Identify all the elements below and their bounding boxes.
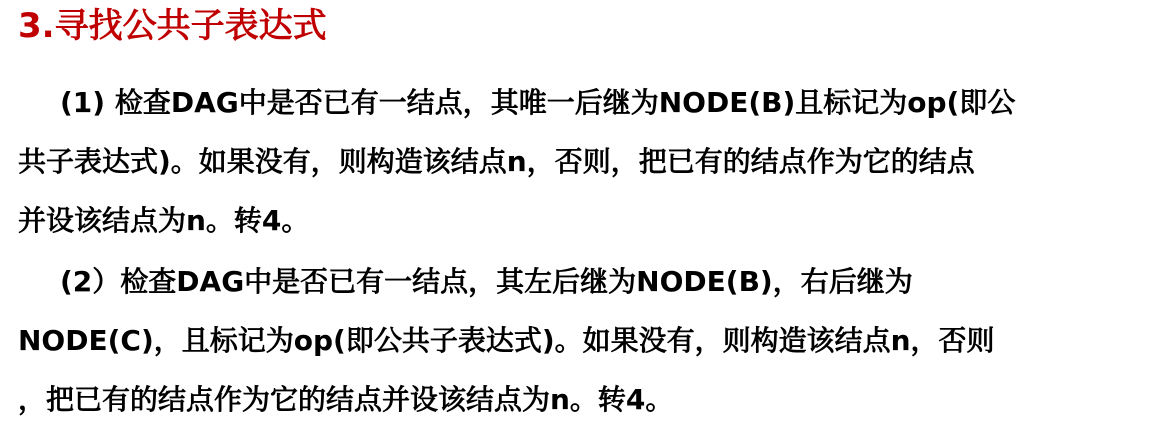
paragraph-line: 并设该结点为n。转4。: [18, 204, 310, 237]
paragraph-line: (2）检查DAG中是否已有一结点，其左后继为NODE(B)，右后继为: [60, 265, 913, 298]
paragraph-step-2: [18, 252, 1143, 429]
section-title: 3.寻找公共子表达式: [18, 6, 327, 46]
paragraph-line: NODE(C)，且标记为op(即公共子表达式)。如果没有，则构造该结点n，否则: [18, 324, 995, 357]
paragraph-line: 共子表达式)。如果没有，则构造该结点n，否则，把已有的结点作为它的结点: [18, 145, 975, 178]
paragraph-line: (1) 检查DAG中是否已有一结点，其唯一后继为NODE(B)且标记为op(即公: [60, 86, 1016, 119]
paragraph-step-1: [18, 73, 1143, 250]
paragraph-line: ，把已有的结点作为它的结点并设该结点为n。转4。: [18, 383, 674, 416]
